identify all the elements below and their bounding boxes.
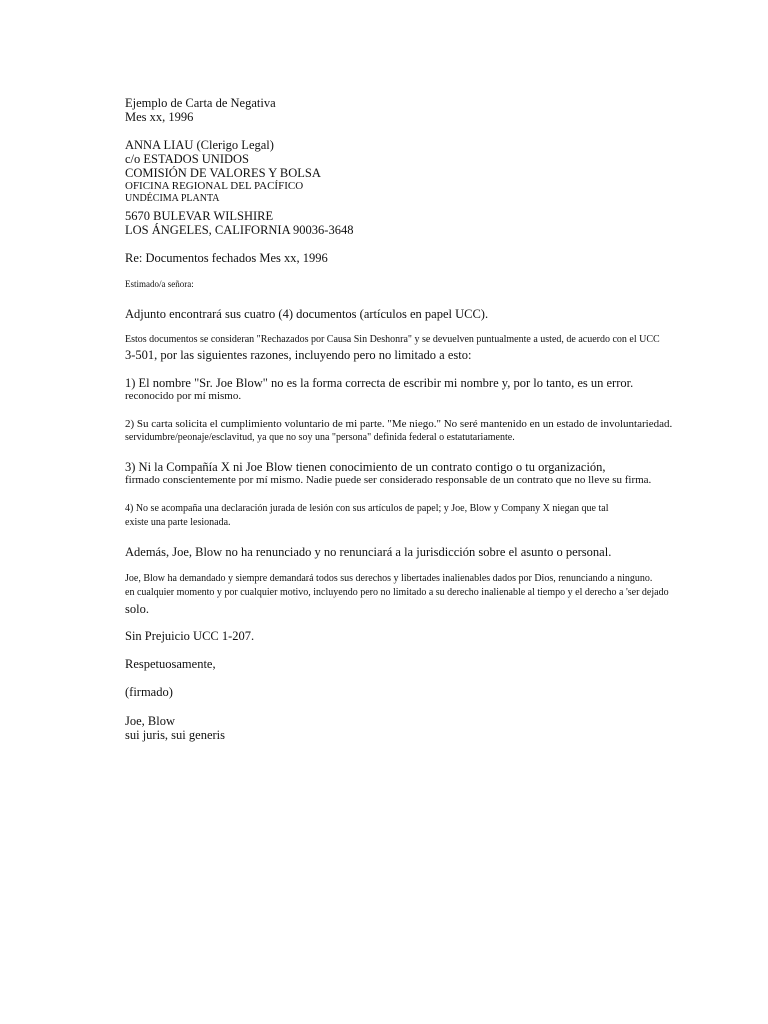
signed-note: (firmado) — [125, 685, 173, 699]
jurisdiction-paragraph: Además, Joe, Blow no ha renunciado y no renunciará a la jurisdicción sobre el asunto o personal. — [125, 545, 612, 559]
reason-2-line: servidumbre/peonaje/esclavitud, ya que no soy una "persona" definida federal o estatutariamente. — [125, 432, 515, 443]
rights-line: solo. — [125, 602, 149, 616]
intro-line: 3-501, por las siguientes razones, incluyendo pero no limitado a esto: — [125, 348, 472, 362]
reason-1-line: reconocido por mí mismo. — [125, 390, 242, 402]
prejudice-line: Sin Prejuicio UCC 1-207. — [125, 629, 255, 643]
rights-line: Joe, Blow ha demandado y siempre demandará todos sus derechos y libertades inalienables dados por Dios, renunciando a ninguno. — [125, 573, 653, 584]
signature-name: Joe, Blow — [125, 714, 175, 728]
reason-3-line: firmado conscientemente por mí mismo. Nadie puede ser considerado responsable de un contrato que no lleve su firma. — [125, 474, 652, 486]
reason-2-line: 2) Su carta solicita el cumplimiento voluntario de mi parte. "Me niego." No seré mantenido en un estado de involuntariedad. — [125, 418, 673, 430]
recipient-floor: UNDÉCIMA PLANTA — [125, 193, 220, 204]
recipient-agency: COMISIÓN DE VALORES Y BOLSA — [125, 166, 321, 180]
rights-line: en cualquier momento y por cualquier motivo, incluyendo pero no limitado a su derecho inalienable al tiempo y el derecho a 'ser dejado — [125, 587, 669, 598]
letter-date: Mes xx, 1996 — [125, 110, 194, 124]
salutation: Estimado/a señora: — [125, 279, 194, 289]
letter-title: Ejemplo de Carta de Negativa — [125, 96, 276, 110]
reason-4-line: 4) No se acompaña una declaración jurada de lesión con sus artículos de papel; y Joe, Blow y Company X niegan que tal — [125, 503, 609, 514]
enclosure-paragraph: Adjunto encontrará sus cuatro (4) documentos (artículos en papel UCC). — [125, 307, 489, 321]
reason-1-line: 1) El nombre "Sr. Joe Blow" no es la forma correcta de escribir mi nombre y, por lo tanto, es un error. — [125, 376, 634, 390]
closing: Respetuosamente, — [125, 657, 216, 671]
re-line: Re: Documentos fechados Mes xx, 1996 — [125, 251, 328, 265]
recipient-city: LOS ÁNGELES, CALIFORNIA 90036-3648 — [125, 223, 354, 237]
recipient-street: 5670 BULEVAR WILSHIRE — [125, 209, 274, 223]
reason-3-line: 3) Ni la Compañía X ni Joe Blow tienen conocimiento de un contrato contigo o tu organización, — [125, 460, 606, 474]
recipient-office: OFICINA REGIONAL DEL PACÍFICO — [125, 180, 304, 192]
recipient-care-of: c/o ESTADOS UNIDOS — [125, 152, 249, 166]
intro-line: Estos documentos se consideran "Rechazados por Causa Sin Deshonra" y se devuelven puntualmente a usted, de acuerdo con el UCC — [125, 334, 660, 345]
recipient-name: ANNA LIAU (Clerigo Legal) — [125, 138, 274, 152]
reason-4-line: existe una parte lesionada. — [125, 517, 231, 528]
signature-suffix: sui juris, sui generis — [125, 728, 225, 742]
